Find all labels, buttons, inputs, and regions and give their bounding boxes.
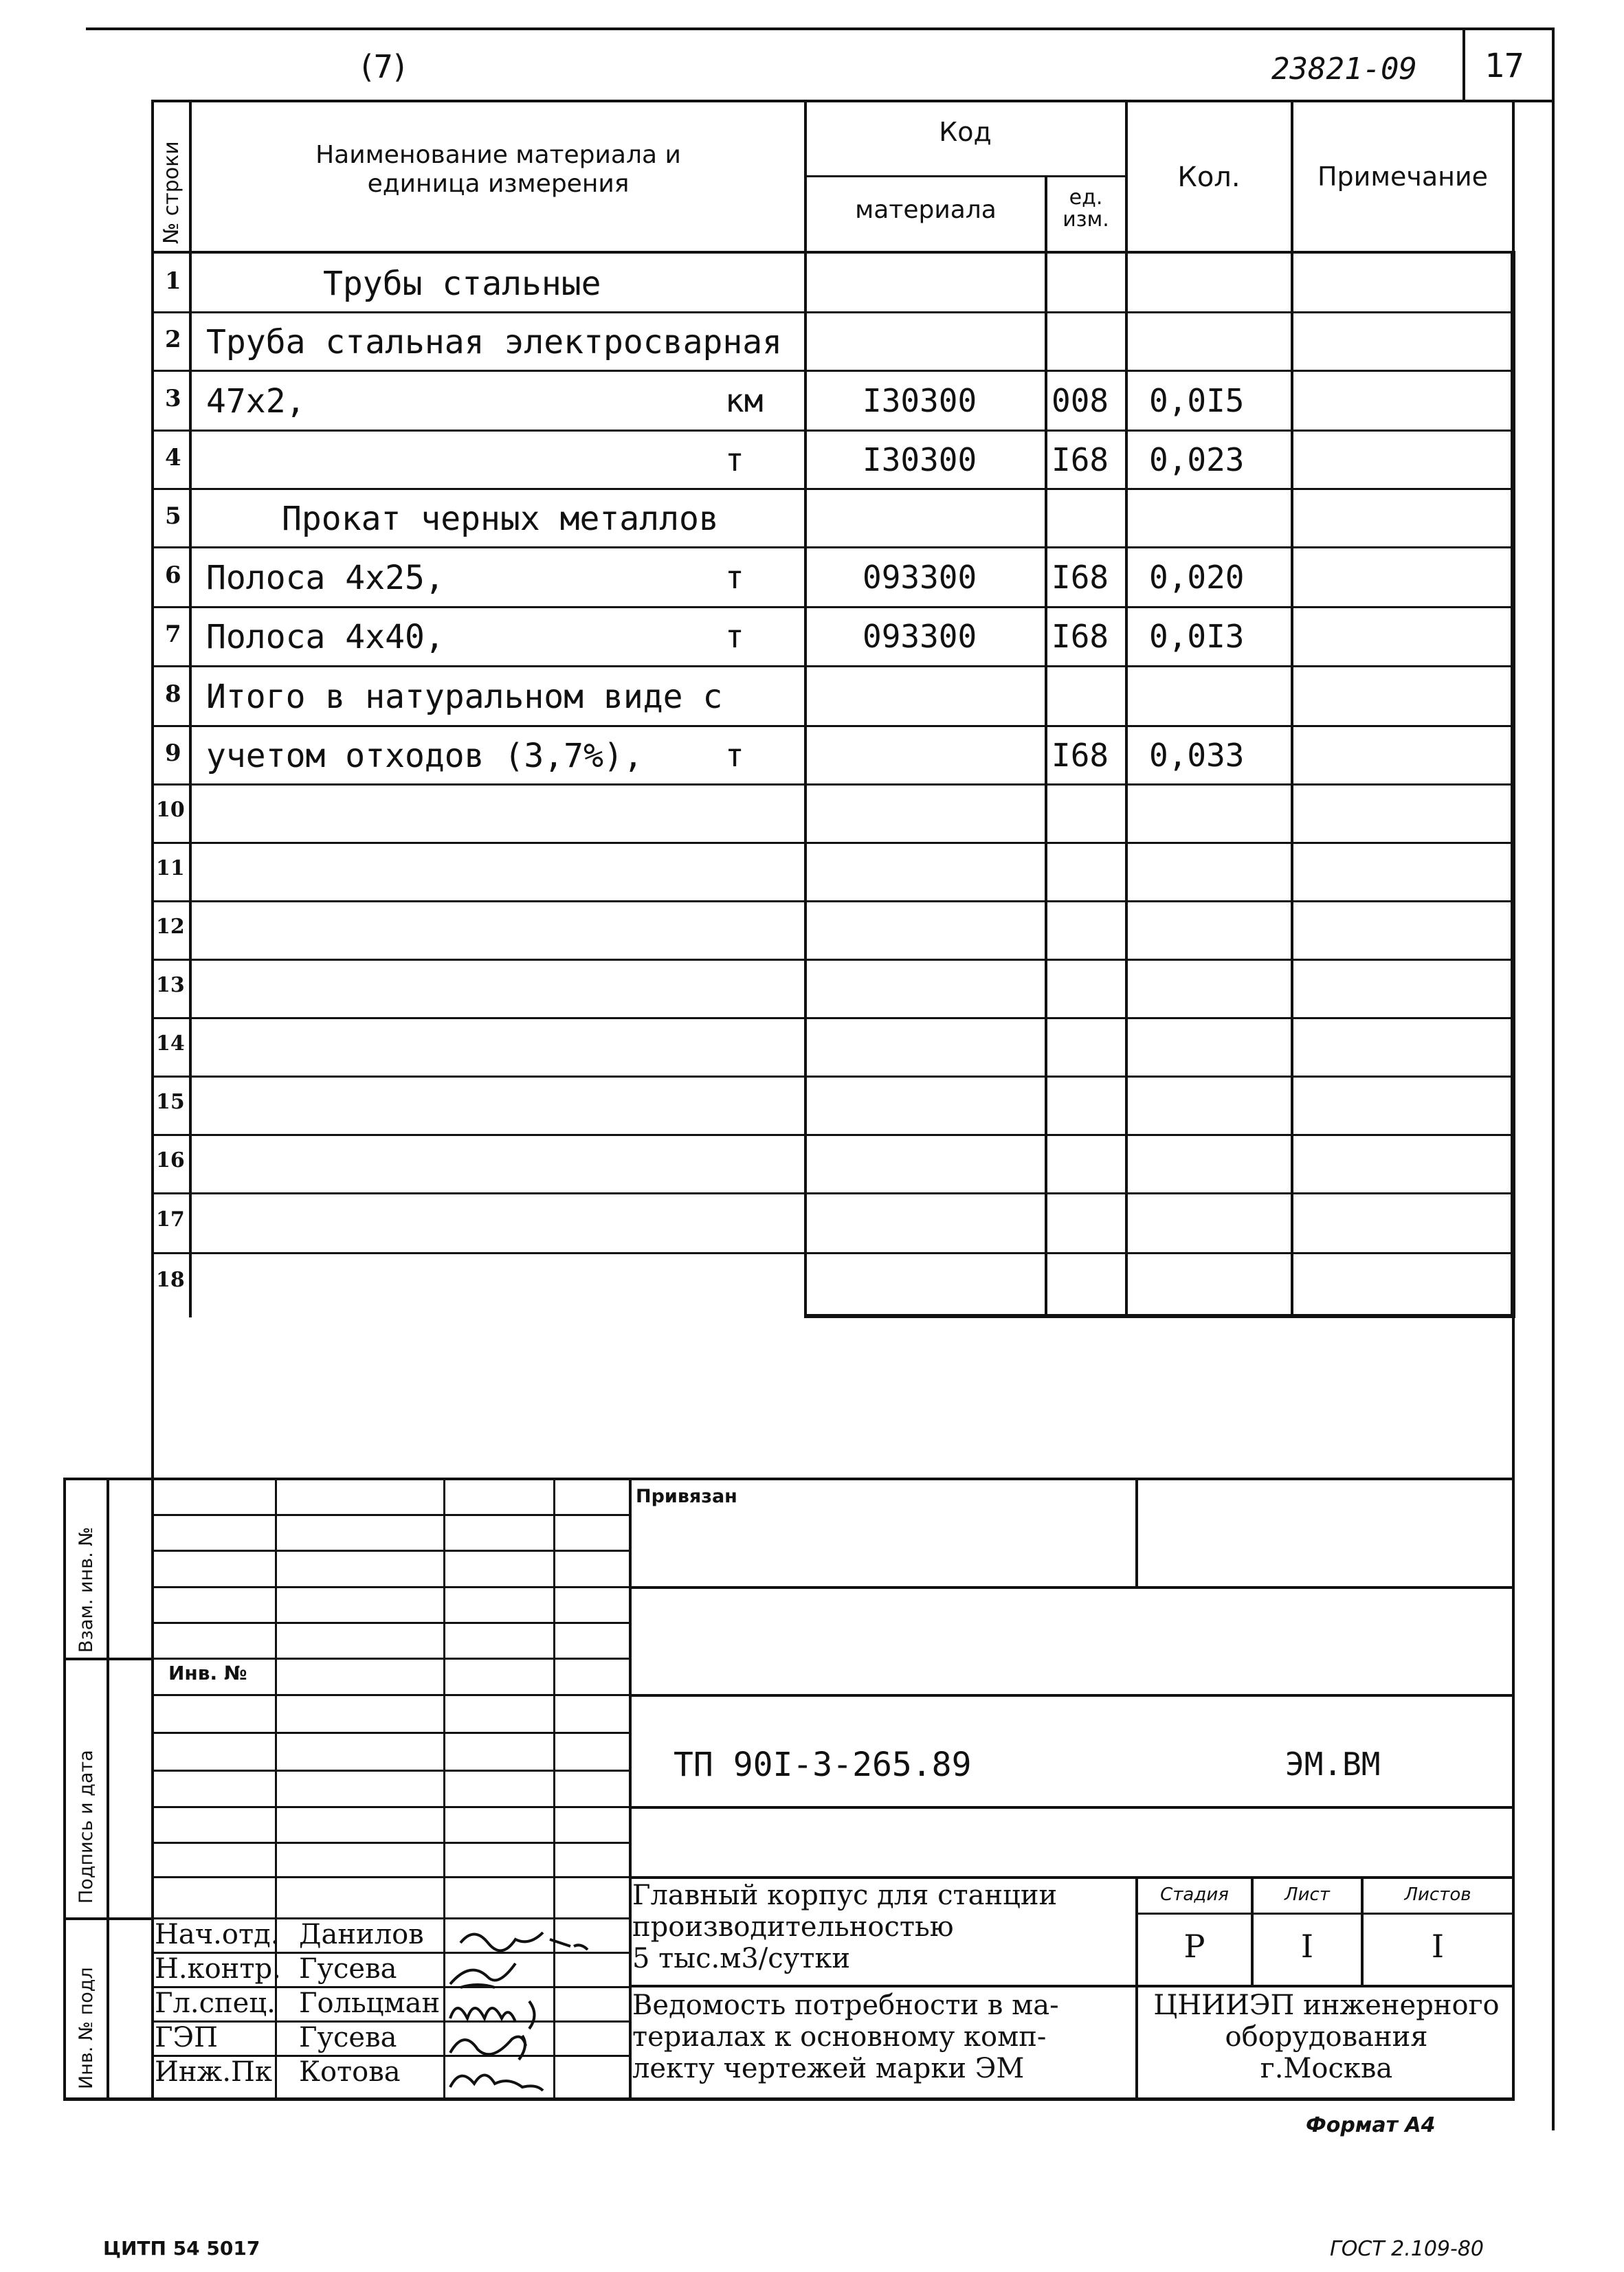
stamp-grid-row [151, 1806, 629, 1808]
row-unit-code: I68 [1052, 618, 1109, 655]
privyazan-divider [1135, 1478, 1138, 1588]
stamp-left-inner [151, 1317, 154, 2100]
row-number: 5 [165, 502, 181, 530]
project-title-line: Главный корпус для станции [632, 1880, 1058, 1911]
table-row-line [151, 370, 1515, 372]
side-strip-div2 [63, 1917, 151, 1920]
signer-role: Гл.спец. [155, 1987, 276, 2019]
org-line: оборудования [1225, 2021, 1428, 2053]
col-qty-header: Кол. [1177, 162, 1241, 193]
table-row-line [151, 1076, 1515, 1078]
stamp-grid-row [151, 1586, 629, 1588]
row-unit: т [725, 441, 744, 478]
privyazan-label: Привязан [636, 1486, 737, 1507]
doc-code: ТП 90I-3-265.89 [674, 1746, 972, 1784]
table-row-line [151, 725, 1515, 727]
table-row-line [151, 1017, 1515, 1019]
signer-role: Нач.отд. [155, 1919, 280, 1950]
row-quantity: 0,0I3 [1149, 618, 1245, 655]
side-strip-inner [107, 1478, 109, 2100]
row-unit-code: 008 [1052, 381, 1109, 419]
table-row-line [151, 546, 1515, 548]
subtitle-line: лекту чертежей марки ЭМ [632, 2053, 1025, 2084]
row-material-code: 093300 [863, 618, 977, 655]
signer-name: Данилов [299, 1919, 424, 1950]
signer-name: Гусева [299, 2022, 397, 2053]
stage-label: Стадия [1160, 1884, 1229, 1905]
row-material-code: 093300 [863, 558, 977, 596]
table-row-line [151, 1192, 1515, 1194]
bottom-left-code: ЦИТП 54 5017 [103, 2237, 260, 2260]
stamp-grid-row [151, 1514, 629, 1516]
row-number: 2 [165, 325, 181, 353]
handwritten-signatures [447, 1919, 612, 2094]
table-bottom-bold [804, 1314, 1515, 1318]
row-quantity: 0,020 [1149, 558, 1245, 596]
stamp-grid-row [151, 1876, 629, 1878]
sheet-label: Лист [1284, 1884, 1330, 1905]
doc-mark: ЭМ.ВМ [1285, 1746, 1381, 1783]
table-row-line [151, 783, 1515, 786]
table-row-line [151, 606, 1515, 608]
table-row-line [151, 311, 1515, 313]
row-unit: км [725, 381, 764, 419]
row-number: 1 [165, 267, 181, 295]
side-label-podpis: Подпись и дата [76, 1750, 97, 1904]
row-unit: т [725, 736, 744, 774]
row-number: 9 [165, 739, 181, 767]
stamp-top [63, 1478, 1515, 1480]
format-label: Формат А4 [1306, 2113, 1436, 2137]
col-rowno-header: № строки [159, 141, 183, 244]
stamp-grid-row [151, 1622, 629, 1624]
top-rule [86, 27, 1553, 30]
row-number: 8 [165, 680, 181, 708]
row-material-code: I30300 [863, 381, 977, 419]
stamp-h3 [629, 1806, 1515, 1809]
signer-name: Котова [299, 2056, 401, 2088]
signer-role: Н.контр. [155, 1953, 281, 1985]
row-number: 3 [165, 384, 181, 412]
signer-name: Гусева [299, 1953, 397, 1985]
row-material-name: Полоса 4х40, [206, 618, 445, 656]
stamp-grid-row [151, 1550, 629, 1552]
row-number: 12 [156, 914, 185, 939]
table-row-line [151, 959, 1515, 961]
row-material-name: Труба стальная электросварная [206, 322, 783, 361]
stage-label-line [1135, 1913, 1515, 1915]
code-col-line [1045, 175, 1047, 1317]
row-unit-code: I68 [1052, 441, 1109, 478]
table-row-line [151, 842, 1515, 844]
stamp-h4 [629, 1876, 1515, 1879]
row-material-name: учетом отходов (3,7%), [206, 736, 643, 775]
col-code-material-header: материала [855, 196, 997, 224]
row-unit: т [725, 558, 744, 596]
stamp-bottom [63, 2097, 1515, 2101]
right-border [1552, 27, 1555, 2130]
row-material-code: I30300 [863, 441, 977, 478]
document-subtitle [632, 1990, 1137, 2084]
doc-number: 23821-09 [1271, 52, 1417, 87]
organization [1138, 1990, 1515, 2084]
sheet-value: I [1300, 1928, 1314, 1965]
bottom-right-gost: ГОСТ 2.109-80 [1330, 2237, 1484, 2261]
org-line: ЦНИИЭП инженерного [1153, 1990, 1500, 2021]
stamp-grid-row [151, 1732, 629, 1734]
signer-role: ГЭП [155, 2022, 218, 2053]
row-number: 6 [165, 561, 181, 589]
subtitle-line: териалах к основному комп- [632, 2021, 1047, 2053]
header-bottom-line [151, 251, 1515, 254]
table-row-line [151, 430, 1515, 432]
signer-name: Гольцман [299, 1987, 441, 2019]
row-number: 13 [156, 972, 185, 997]
subtitle-line: Ведомость потребности в ма- [632, 1990, 1059, 2021]
row-material-name: Прокат черных металлов [282, 499, 719, 538]
row-number: 18 [156, 1268, 185, 1292]
table-row-line [151, 1252, 1515, 1254]
stamp-h1 [629, 1586, 1515, 1589]
col-note-header: Примечание [1317, 162, 1489, 192]
sheets-value: I [1431, 1928, 1445, 1965]
row-number: 4 [165, 443, 181, 471]
row-number: 15 [156, 1089, 185, 1114]
project-title-line: производительностью [632, 1911, 954, 1943]
signers-names [299, 1917, 447, 2089]
frame-left [151, 100, 154, 1484]
side-label-inv: Инв. № подл [76, 1967, 97, 2089]
col-name-header: Наименование материала и единица измерения [315, 141, 681, 198]
table-row-line [151, 900, 1515, 902]
table-row-line [151, 1134, 1515, 1136]
row-number: 17 [156, 1207, 185, 1232]
row-number: 10 [156, 797, 185, 822]
project-title-line: 5 тыс.м3/сутки [632, 1943, 851, 1974]
side-label-vzam: Взам. инв. № [76, 1526, 97, 1653]
row-unit-code: I68 [1052, 558, 1109, 596]
row-material-name: Полоса 4х25, [206, 558, 445, 597]
stamp-grid-row [151, 1658, 629, 1660]
stamp-grid-row [151, 1842, 629, 1844]
stamp-grid-row [151, 1694, 629, 1696]
stamp-grid-row [151, 1770, 629, 1772]
signer-role: Инж.Пк [155, 2056, 272, 2088]
row-material-name: 47х2, [206, 381, 306, 421]
stamp-block-left [629, 1478, 632, 2100]
stamp-h2 [629, 1694, 1515, 1697]
col-code-unit-header: ед. изм. [1063, 186, 1109, 232]
side-strip-left [63, 1478, 66, 2100]
code-sub-line [804, 175, 1125, 177]
row-quantity: 0,023 [1149, 441, 1245, 478]
row-number: 7 [165, 621, 181, 648]
row-material-name: Трубы стальные [323, 264, 601, 303]
frame-top [151, 100, 1553, 102]
page-number: 17 [1484, 47, 1524, 85]
table-row-line [151, 488, 1515, 490]
row-number: 11 [156, 856, 185, 880]
sheet-mark: (7) [361, 48, 406, 85]
row-unit: т [725, 618, 744, 655]
col-code-header: Код [939, 117, 992, 147]
row-quantity: 0,033 [1149, 736, 1245, 774]
row-unit-code: I68 [1052, 736, 1109, 774]
row-number: 16 [156, 1148, 185, 1172]
stamp-right [1512, 1317, 1515, 2100]
org-line: г.Москва [1260, 2053, 1393, 2084]
stage-value: Р [1183, 1928, 1205, 1965]
page-number-divider [1462, 27, 1465, 102]
side-strip-div1 [63, 1658, 151, 1660]
table-row-line [151, 665, 1515, 667]
inv-no-label: Инв. № [168, 1662, 247, 1684]
row-material-name: Итого в натуральном виде с [206, 677, 723, 716]
sheets-label: Листов [1404, 1884, 1471, 1905]
row-quantity: 0,0I5 [1149, 381, 1245, 419]
project-title [632, 1880, 1137, 1974]
row-number: 14 [156, 1031, 185, 1056]
stamp-h5 [629, 1985, 1515, 1987]
